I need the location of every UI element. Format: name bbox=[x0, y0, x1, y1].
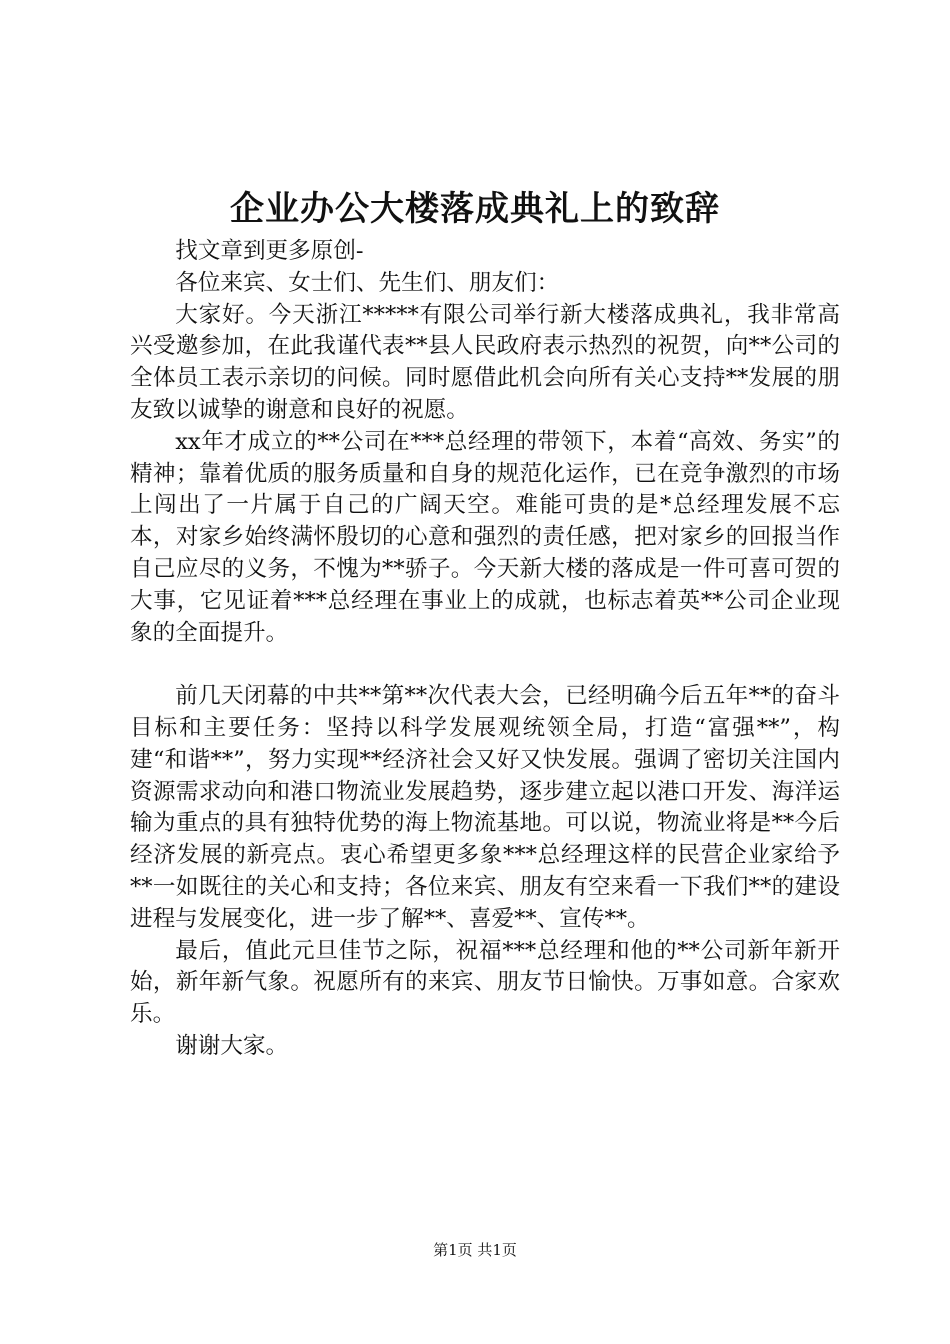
paragraph-greeting: 大家好。今天浙江*****有限公司举行新大楼落成典礼，我非常高兴受邀参加，在此我谨代表**县人民政府表示热烈的祝贺，向**公司的全体员工表示亲切的问候。同时愿借此机会向所有关心支持**发展的朋友致以诚挚的谢意和良好的祝愿。 bbox=[130, 301, 840, 423]
closing-thanks: 谢谢大家。 bbox=[175, 1032, 289, 1059]
paragraph-congress: 前几天闭幕的中共**第**次代表大会，已经明确今后五年**的奋斗目标和主要任务：坚持以科学发展观统领全局，打造“富强**”，构建“和谐**”，努力实现**经济社会又好又快发展。强调了密切关注国内资源需求动向和港口物流业发展趋势，逐步建立起以港口开发、海洋运输为重点的具有独特优势的海上物流基地。可以说，物流业将是**今后经济发展的新亮点。衷心希望更多象***总经理这样的民营企业家给予**一如既往的关心和支持；各位来宾、朋友有空来看一下我们**的建设进程与发展变化，进一步了解**、喜爱**、宣传**。 bbox=[130, 683, 840, 932]
document-body bbox=[130, 236, 840, 1063]
paragraph-spacer bbox=[130, 649, 840, 681]
paragraph-company-history: xx年才成立的**公司在***总经理的带领下，本着“高效、务实”的精神；靠着优质的服务质量和自身的规范化运作，已在竞争激烈的市场上闯出了一片属于自己的广阔天空。难能可贵的是*总经理发展不忘本，对家乡始终满怀殷切的心意和强烈的责任感，把对家乡的回报当作自己应尽的义务，不愧为**骄子。今天新大楼的落成是一件可喜可贺的大事，它见证着***总经理在事业上的成就，也标志着英**公司企业现象的全面提升。 bbox=[130, 428, 840, 646]
intro-line: 找文章到更多原创- bbox=[175, 238, 364, 264]
salutation: 各位来宾、女士们、先生们、朋友们： bbox=[175, 269, 560, 296]
paragraph-wishes: 最后，值此元旦佳节之际，祝福***总经理和他的**公司新年新开始，新年新气象。祝愿所有的来宾、朋友节日愉快。万事如意。合家欢乐。 bbox=[130, 937, 840, 1028]
page-footer: 第1页 共1页 bbox=[433, 1241, 517, 1259]
document-title: 企业办公大楼落成典礼上的致辞 bbox=[230, 189, 720, 229]
